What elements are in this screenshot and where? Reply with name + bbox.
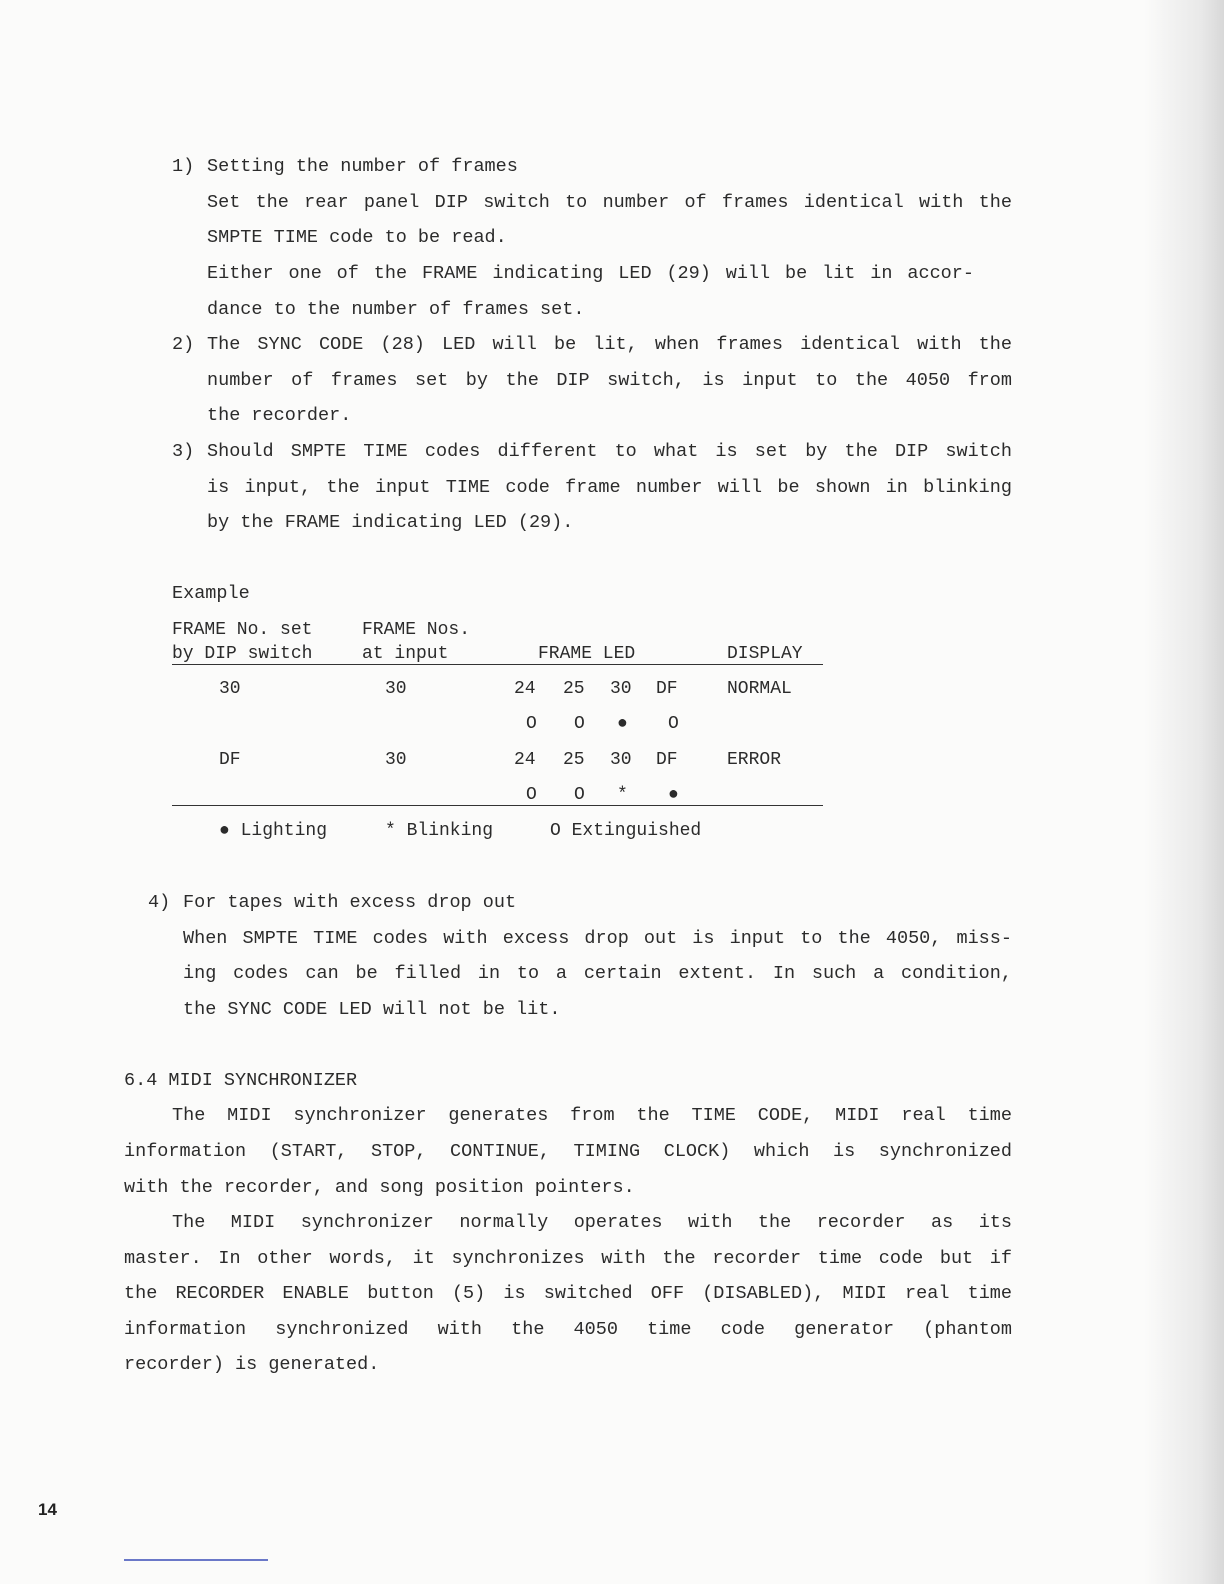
footer-rule xyxy=(124,1559,268,1561)
header-frame-led: FRAME LED xyxy=(538,644,636,664)
item-1-line: SMPTE TIME code to be read. xyxy=(207,227,507,248)
table-header-rule xyxy=(172,664,823,665)
section-heading: 6.4 MIDI SYNCHRONIZER xyxy=(124,1070,358,1091)
page-edge-shadow xyxy=(1144,0,1224,1584)
header-dip-line2: by DIP switch xyxy=(172,644,313,664)
item-3-marker: 3) xyxy=(172,441,195,462)
row2-display: ERROR xyxy=(727,750,782,770)
item-2-line: The SYNC CODE (28) LED will be lit, when frames identical with the xyxy=(207,334,1012,355)
item-3-line: is input, the input TIME code frame number will be shown in blinking xyxy=(207,477,1012,498)
row1-led-state: O xyxy=(574,714,585,734)
item-2-marker: 2) xyxy=(172,334,195,355)
item-2-line: the recorder. xyxy=(207,405,352,426)
item-1-line: Either one of the FRAME indicating LED (29) will be lit in accor- xyxy=(207,263,974,284)
item-3-line: by the FRAME indicating LED (29). xyxy=(207,512,574,533)
para1-line: The MIDI synchronizer generates from the TIME CODE, MIDI real time xyxy=(172,1105,1012,1126)
row1-led-label: DF xyxy=(656,679,678,699)
legend-lighting: ● Lighting xyxy=(219,821,328,841)
item-1-title: Setting the number of frames xyxy=(207,156,518,177)
header-input-line2: at input xyxy=(362,644,449,664)
row2-led-state: O xyxy=(574,785,585,805)
para2-line: The MIDI synchronizer normally operates with the recorder as its xyxy=(172,1212,1012,1233)
para2-line: information synchronized with the 4050 time code generator (phantom xyxy=(124,1319,1012,1340)
example-label: Example xyxy=(172,583,250,604)
row2-led-label: DF xyxy=(656,750,678,770)
item-4-line: the SYNC CODE LED will not be lit. xyxy=(183,999,561,1020)
legend-extinguished: O Extinguished xyxy=(550,821,702,841)
page-number: 14 xyxy=(38,1500,57,1519)
row2-dip-value: DF xyxy=(219,750,241,770)
para2-line: the RECORDER ENABLE button (5) is switched OFF (DISABLED), MIDI real time xyxy=(124,1283,1012,1304)
item-1-line: Set the rear panel DIP switch to number of frames identical with the xyxy=(207,192,1012,213)
row2-led-state: * xyxy=(617,785,628,805)
table-bottom-rule xyxy=(172,805,823,806)
row2-led-state: ● xyxy=(668,785,679,805)
row1-led-state: O xyxy=(668,714,679,734)
row1-led-label: 25 xyxy=(563,679,585,699)
item-1-line: dance to the number of frames set. xyxy=(207,299,585,320)
row1-dip-value: 30 xyxy=(219,679,241,699)
header-input-line1: FRAME Nos. xyxy=(362,620,471,640)
legend-blinking: * Blinking xyxy=(385,821,494,841)
row2-led-label: 30 xyxy=(610,750,632,770)
item-4-line: ing codes can be filled in to a certain extent. In such a condition, xyxy=(183,963,1012,984)
row1-led-label: 24 xyxy=(514,679,536,699)
row2-led-label: 24 xyxy=(514,750,536,770)
para2-line: master. In other words, it synchronizes with the recorder time code but if xyxy=(124,1248,1012,1269)
header-dip-line1: FRAME No. set xyxy=(172,620,313,640)
header-display: DISPLAY xyxy=(727,644,803,664)
row1-led-state: ● xyxy=(617,714,628,734)
item-3-line: Should SMPTE TIME codes different to what is set by the DIP switch xyxy=(207,441,1012,462)
row2-led-state: O xyxy=(526,785,537,805)
row1-led-label: 30 xyxy=(610,679,632,699)
item-2-line: number of frames set by the DIP switch, is input to the 4050 from xyxy=(207,370,1012,391)
row1-led-state: O xyxy=(526,714,537,734)
para2-line: recorder) is generated. xyxy=(124,1354,380,1375)
item-4-marker: 4) xyxy=(148,892,171,913)
row2-input-value: 30 xyxy=(385,750,407,770)
row1-input-value: 30 xyxy=(385,679,407,699)
row2-led-label: 25 xyxy=(563,750,585,770)
item-1-marker: 1) xyxy=(172,156,195,177)
item-4-line: When SMPTE TIME codes with excess drop out is input to the 4050, miss- xyxy=(183,928,1012,949)
item-4-title: For tapes with excess drop out xyxy=(183,892,517,913)
row1-display: NORMAL xyxy=(727,679,792,699)
para1-line: information (START, STOP, CONTINUE, TIMING CLOCK) which is synchronized xyxy=(124,1141,1012,1162)
para1-line: with the recorder, and song position pointers. xyxy=(124,1177,635,1198)
